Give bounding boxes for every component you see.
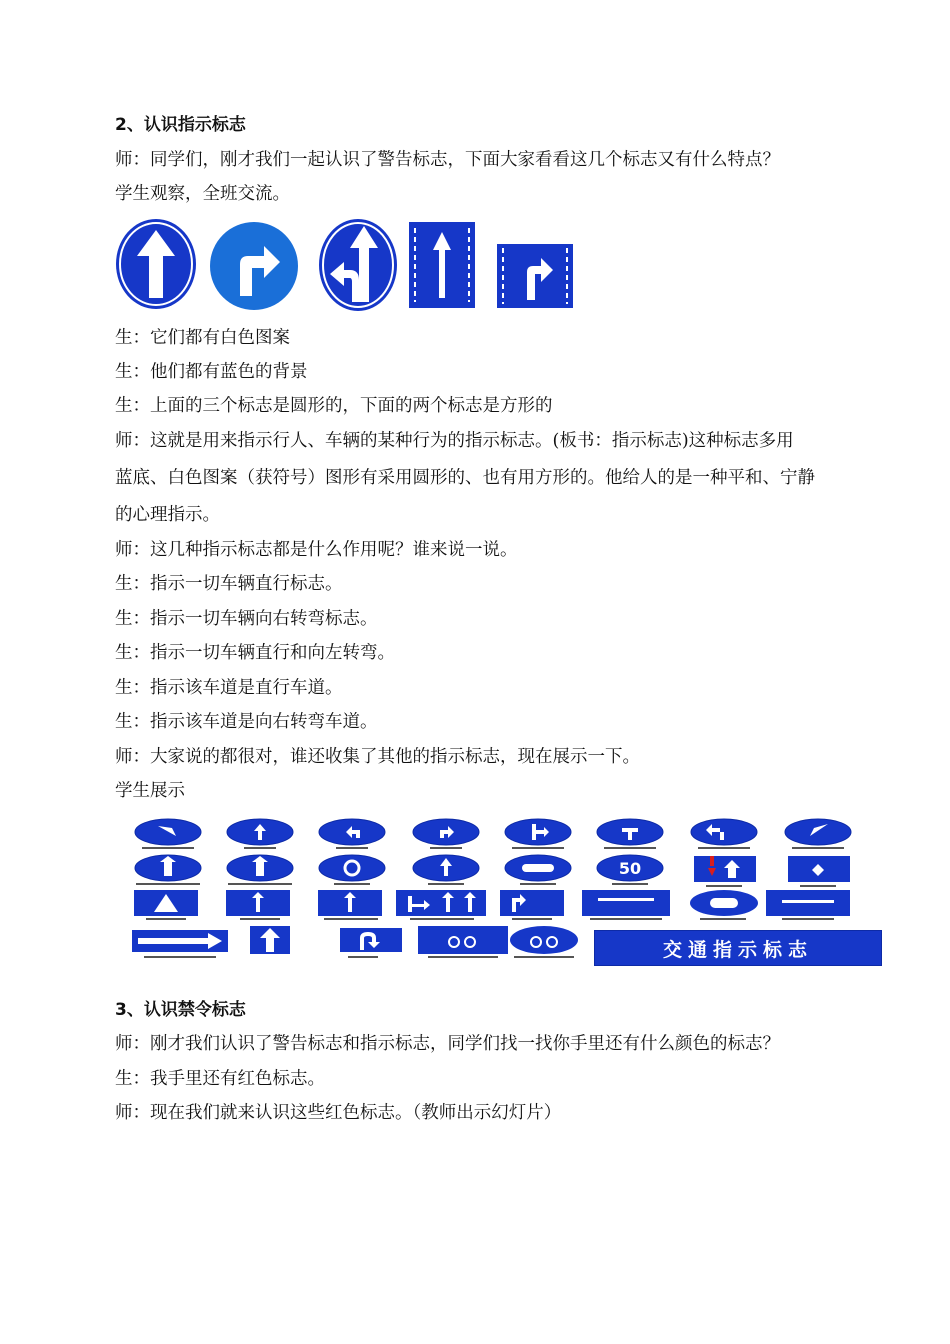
rectangular-signs-row-3-icon bbox=[134, 890, 850, 916]
paragraph-line: 生：指示一切车辆向右转弯标志。 bbox=[115, 609, 378, 629]
paragraph-line: 学生观察，全班交流。 bbox=[115, 184, 290, 204]
paragraph-line: 生：它们都有白色图案 bbox=[115, 328, 290, 348]
paragraph-line: 师：刚才我们认识了警告标志和指示标志，同学们找一找你手里还有什么颜色的标志？ bbox=[115, 1034, 780, 1054]
paragraph-line: 师：大家说的都很对，谁还收集了其他的指示标志，现在展示一下。 bbox=[115, 747, 640, 767]
paragraph-line: 生：指示该车道是向右转弯车道。 bbox=[115, 712, 378, 732]
indication-signs-row bbox=[115, 218, 585, 314]
paragraph-line: 生：我手里还有红色标志。 bbox=[115, 1069, 325, 1089]
lane-right-turn-sign-icon bbox=[497, 244, 573, 308]
paragraph-line: 的心理指示。 bbox=[115, 505, 220, 525]
turn-right-sign-icon bbox=[208, 218, 300, 310]
lane-straight-sign-icon bbox=[409, 222, 475, 308]
straight-arrow-sign-icon bbox=[115, 218, 197, 310]
paragraph-line: 生：指示该车道是直行车道。 bbox=[115, 678, 343, 698]
paragraph-line: 师：这就是用来指示行人、车辆的某种行为的指示标志。(板书：指示标志)这种标志多用 bbox=[115, 431, 794, 451]
paragraph-line: 蓝底、白色图案（获符号）图形有采用圆形的、也有用方形的。他给人的是一种平和、宁静 bbox=[115, 468, 815, 488]
speed-sign-number: 50 bbox=[618, 859, 642, 878]
paragraph-line: 师：这几种指示标志都是什么作用呢？谁来说一说。 bbox=[115, 540, 518, 560]
section-heading-indication-signs: 2、认识指示标志 bbox=[115, 115, 246, 135]
paragraph-line: 学生展示 bbox=[115, 781, 185, 801]
traffic-indication-banner: 交通指示标志 bbox=[594, 930, 882, 966]
paragraph-line: 生：上面的三个标志是圆形的，下面的两个标志是方形的 bbox=[115, 396, 553, 416]
round-signs-row-2-icon bbox=[135, 855, 663, 881]
straight-or-left-sign-icon bbox=[318, 218, 398, 312]
paragraph-line: 师：同学们，刚才我们一起认识了警告标志，下面大家看看这几个标志又有什么特点？ bbox=[115, 150, 780, 170]
paragraph-line: 生：他们都有蓝色的背景 bbox=[115, 362, 308, 382]
round-signs-row-1-icon bbox=[135, 819, 851, 845]
section-heading-prohibition-signs: 3、认识禁令标志 bbox=[115, 1000, 246, 1020]
paragraph-line: 生：指示一切车辆直行标志。 bbox=[115, 574, 343, 594]
paragraph-line: 生：指示一切车辆直行和向左转弯。 bbox=[115, 643, 395, 663]
paragraph-line: 师：现在我们就来认识这些红色标志。（教师出示幻灯片） bbox=[115, 1103, 562, 1123]
